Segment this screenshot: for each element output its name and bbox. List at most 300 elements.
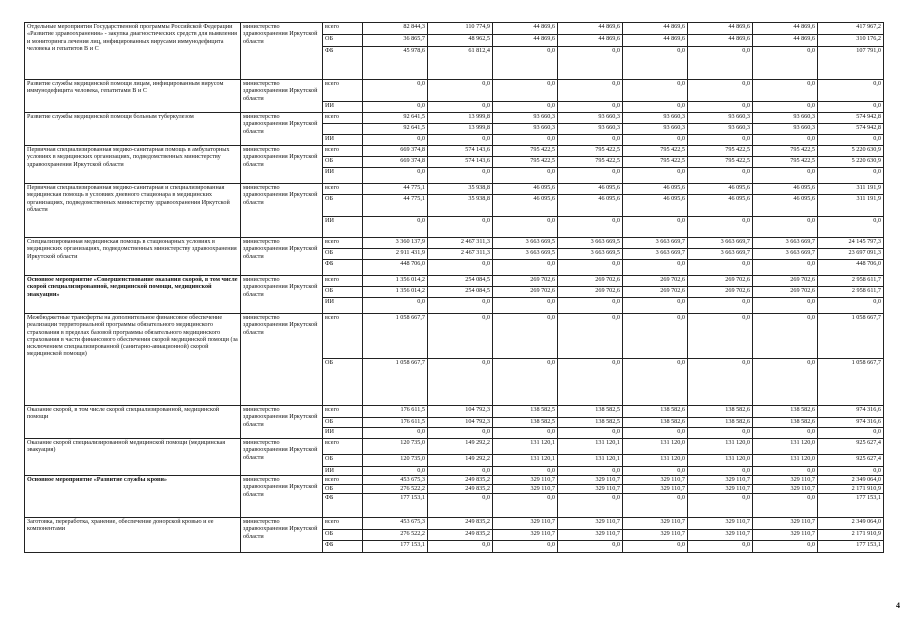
funding-source-cell: ОБ — [323, 359, 363, 406]
amount-cell: 0,0 — [818, 168, 884, 184]
amount-cell: 46 095,6 — [493, 184, 558, 195]
page-number: 4 — [896, 601, 900, 610]
amount-cell: 3 663 669,5 — [493, 238, 558, 249]
amount-cell: 120 735,0 — [363, 439, 428, 455]
amount-cell: 104 792,3 — [428, 406, 493, 418]
funding-source-cell: всего — [323, 439, 363, 455]
amount-cell: 0,0 — [753, 428, 818, 439]
executor-cell: министерство здравоохранения Иркутской области — [241, 518, 323, 553]
amount-cell: 93 660,3 — [493, 124, 558, 135]
amount-cell: 131 120,1 — [493, 455, 558, 467]
table-row — [25, 476, 884, 485]
amount-cell: 82 844,3 — [363, 23, 428, 35]
amount-cell: 0,0 — [558, 135, 623, 146]
amount-cell: 3 360 137,9 — [363, 238, 428, 249]
activity-name-cell: Основное мероприятие «Совершенствование оказания скорой, в том числе скорой специализированной, медицинской помощи, медицинской эвакуации» — [25, 276, 241, 314]
amount-cell: 0,0 — [558, 541, 623, 553]
funding-source-cell: ОБ — [323, 485, 363, 494]
amount-cell: 0,0 — [688, 168, 753, 184]
amount-cell: 0,0 — [688, 494, 753, 518]
amount-cell: 35 938,8 — [428, 195, 493, 217]
amount-cell: 44 869,6 — [753, 35, 818, 47]
amount-cell: 2 349 064,0 — [818, 476, 884, 485]
amount-cell: 61 812,4 — [428, 47, 493, 80]
amount-cell: 0,0 — [558, 168, 623, 184]
activity-name-cell: Специализированная медицинская помощь в стационарных условиях в медицинских организациях, подведомственных министерству здравоохранения Иркутской области — [25, 238, 241, 276]
amount-cell: 3 663 669,7 — [753, 238, 818, 249]
executor-cell: министерство здравоохранения Иркутской области — [241, 184, 323, 238]
amount-cell: 0,0 — [688, 314, 753, 359]
amount-cell: 0,0 — [558, 467, 623, 476]
amount-cell: 269 702,6 — [753, 276, 818, 287]
amount-cell: 104 792,3 — [428, 418, 493, 428]
amount-cell: 93 660,3 — [558, 113, 623, 124]
amount-cell: 0,0 — [428, 428, 493, 439]
funding-source-cell: всего — [323, 80, 363, 102]
amount-cell: 925 627,4 — [818, 455, 884, 467]
amount-cell: 329 110,7 — [688, 485, 753, 494]
funding-source-cell: ИИ — [323, 102, 363, 113]
amount-cell: 0,0 — [558, 494, 623, 518]
amount-cell: 93 660,3 — [623, 124, 688, 135]
amount-cell: 311 191,9 — [818, 184, 884, 195]
amount-cell: 3 663 669,7 — [688, 249, 753, 260]
amount-cell: 0,0 — [753, 102, 818, 113]
amount-cell: 138 582,6 — [753, 406, 818, 418]
funding-source-cell: ФБ — [323, 541, 363, 553]
amount-cell: 149 292,2 — [428, 455, 493, 467]
amount-cell: 0,0 — [428, 314, 493, 359]
amount-cell: 0,0 — [818, 217, 884, 238]
amount-cell: 669 374,8 — [363, 157, 428, 168]
budget-table — [24, 22, 884, 553]
amount-cell: 44 869,6 — [493, 23, 558, 35]
amount-cell: 329 110,7 — [558, 518, 623, 530]
amount-cell: 44 869,6 — [753, 23, 818, 35]
amount-cell: 0,0 — [623, 359, 688, 406]
funding-source-cell: ОБ — [323, 35, 363, 47]
amount-cell: 0,0 — [493, 47, 558, 80]
amount-cell: 35 938,8 — [428, 184, 493, 195]
table-row — [25, 238, 884, 249]
amount-cell: 269 702,6 — [493, 287, 558, 298]
amount-cell: 177 153,1 — [363, 541, 428, 553]
funding-source-cell: всего — [323, 276, 363, 287]
amount-cell: 44 869,6 — [623, 23, 688, 35]
amount-cell: 138 582,6 — [688, 418, 753, 428]
amount-cell: 0,0 — [493, 467, 558, 476]
amount-cell: 93 660,3 — [753, 124, 818, 135]
amount-cell: 46 095,6 — [558, 195, 623, 217]
amount-cell: 2 958 611,7 — [818, 287, 884, 298]
amount-cell: 1 058 667,7 — [363, 314, 428, 359]
amount-cell: 131 120,0 — [688, 439, 753, 455]
amount-cell: 177 153,1 — [818, 494, 884, 518]
amount-cell: 2 911 431,9 — [363, 249, 428, 260]
amount-cell: 3 663 669,5 — [558, 238, 623, 249]
amount-cell: 3 663 669,7 — [623, 238, 688, 249]
amount-cell: 5 220 630,9 — [818, 146, 884, 157]
amount-cell: 1 356 014,2 — [363, 276, 428, 287]
executor-cell: министерство здравоохранения Иркутской области — [241, 439, 323, 476]
amount-cell: 0,0 — [753, 467, 818, 476]
amount-cell: 0,0 — [493, 102, 558, 113]
amount-cell: 249 835,2 — [428, 530, 493, 541]
table-row — [25, 23, 884, 35]
amount-cell: 0,0 — [753, 494, 818, 518]
amount-cell: 0,0 — [688, 298, 753, 314]
amount-cell: 36 865,7 — [363, 35, 428, 47]
amount-cell: 0,0 — [818, 102, 884, 113]
amount-cell: 0,0 — [493, 359, 558, 406]
amount-cell: 254 084,5 — [428, 287, 493, 298]
amount-cell: 138 582,5 — [558, 418, 623, 428]
amount-cell: 131 120,0 — [753, 455, 818, 467]
amount-cell: 93 660,3 — [688, 124, 753, 135]
amount-cell: 0,0 — [753, 47, 818, 80]
amount-cell: 138 582,5 — [493, 406, 558, 418]
amount-cell: 574 942,8 — [818, 124, 884, 135]
funding-source-cell: ИИ — [323, 298, 363, 314]
amount-cell: 0,0 — [688, 541, 753, 553]
amount-cell: 269 702,6 — [493, 276, 558, 287]
amount-cell: 0,0 — [623, 260, 688, 276]
amount-cell: 329 110,7 — [493, 530, 558, 541]
amount-cell: 44 869,6 — [493, 35, 558, 47]
amount-cell: 453 675,3 — [363, 518, 428, 530]
amount-cell: 46 095,6 — [688, 195, 753, 217]
amount-cell: 0,0 — [493, 314, 558, 359]
funding-source-cell: всего — [323, 476, 363, 485]
amount-cell: 1 058 667,7 — [818, 314, 884, 359]
amount-cell: 131 120,1 — [558, 439, 623, 455]
amount-cell: 46 095,6 — [753, 195, 818, 217]
amount-cell: 44 869,6 — [558, 35, 623, 47]
amount-cell: 0,0 — [493, 168, 558, 184]
amount-cell: 131 120,0 — [688, 455, 753, 467]
amount-cell: 131 120,0 — [623, 455, 688, 467]
amount-cell: 974 316,6 — [818, 418, 884, 428]
executor-cell: министерство здравоохранения Иркутской области — [241, 23, 323, 80]
funding-source-cell: ОБ — [323, 157, 363, 168]
amount-cell: 329 110,7 — [688, 530, 753, 541]
funding-source-cell: ФБ — [323, 494, 363, 518]
amount-cell: 0,0 — [688, 102, 753, 113]
amount-cell: 0,0 — [558, 298, 623, 314]
funding-source-cell: ФБ — [323, 47, 363, 80]
executor-cell: министерство здравоохранения Иркутской области — [241, 476, 323, 518]
amount-cell: 276 522,2 — [363, 530, 428, 541]
funding-source-cell: ИИ — [323, 467, 363, 476]
amount-cell: 46 095,6 — [688, 184, 753, 195]
amount-cell: 0,0 — [493, 260, 558, 276]
amount-cell: 329 110,7 — [558, 530, 623, 541]
amount-cell: 0,0 — [363, 217, 428, 238]
funding-source-cell: ОБ — [323, 455, 363, 467]
amount-cell: 574 942,8 — [818, 113, 884, 124]
amount-cell: 0,0 — [623, 102, 688, 113]
amount-cell: 448 706,0 — [363, 260, 428, 276]
table-row — [25, 406, 884, 418]
amount-cell: 0,0 — [753, 217, 818, 238]
amount-cell: 795 422,5 — [558, 146, 623, 157]
amount-cell: 0,0 — [558, 428, 623, 439]
amount-cell: 1 058 667,7 — [363, 359, 428, 406]
amount-cell: 46 095,6 — [623, 184, 688, 195]
amount-cell: 44 869,6 — [688, 35, 753, 47]
amount-cell: 329 110,7 — [493, 476, 558, 485]
funding-source-cell: ИИ — [323, 217, 363, 238]
amount-cell: 48 962,5 — [428, 35, 493, 47]
amount-cell: 0,0 — [688, 135, 753, 146]
amount-cell: 0,0 — [428, 359, 493, 406]
amount-cell: 0,0 — [428, 168, 493, 184]
amount-cell: 138 582,5 — [558, 406, 623, 418]
amount-cell: 0,0 — [753, 168, 818, 184]
amount-cell: 329 110,7 — [558, 476, 623, 485]
funding-source-cell: ИИ — [323, 168, 363, 184]
amount-cell: 0,0 — [428, 467, 493, 476]
amount-cell: 2 171 910,9 — [818, 530, 884, 541]
amount-cell: 0,0 — [493, 428, 558, 439]
amount-cell: 93 660,3 — [688, 113, 753, 124]
amount-cell: 0,0 — [753, 298, 818, 314]
activity-name-cell: Основное мероприятие «Развитие службы крови» — [25, 476, 241, 518]
amount-cell: 24 145 797,3 — [818, 238, 884, 249]
funding-source-cell — [323, 124, 363, 135]
amount-cell: 46 095,6 — [493, 195, 558, 217]
amount-cell: 92 641,5 — [363, 113, 428, 124]
amount-cell: 93 660,3 — [623, 113, 688, 124]
amount-cell: 0,0 — [688, 217, 753, 238]
amount-cell: 2 467 311,3 — [428, 238, 493, 249]
amount-cell: 249 835,2 — [428, 485, 493, 494]
amount-cell: 107 791,0 — [818, 47, 884, 80]
table-row — [25, 276, 884, 287]
amount-cell: 329 110,7 — [493, 485, 558, 494]
amount-cell: 138 582,6 — [623, 406, 688, 418]
amount-cell: 329 110,7 — [558, 485, 623, 494]
amount-cell: 0,0 — [363, 168, 428, 184]
amount-cell: 0,0 — [623, 314, 688, 359]
amount-cell: 0,0 — [753, 260, 818, 276]
amount-cell: 3 663 669,7 — [623, 249, 688, 260]
amount-cell: 131 120,0 — [623, 439, 688, 455]
amount-cell: 45 978,6 — [363, 47, 428, 80]
amount-cell: 417 967,2 — [818, 23, 884, 35]
executor-cell: министерство здравоохранения Иркутской области — [241, 314, 323, 406]
funding-source-cell: ОБ — [323, 249, 363, 260]
amount-cell: 93 660,3 — [493, 113, 558, 124]
amount-cell: 925 627,4 — [818, 439, 884, 455]
amount-cell: 311 191,9 — [818, 195, 884, 217]
amount-cell: 3 663 669,7 — [753, 249, 818, 260]
amount-cell: 974 316,6 — [818, 406, 884, 418]
table-row — [25, 146, 884, 157]
amount-cell: 0,0 — [428, 298, 493, 314]
amount-cell: 0,0 — [363, 428, 428, 439]
amount-cell: 138 582,5 — [493, 418, 558, 428]
amount-cell: 23 697 091,3 — [818, 249, 884, 260]
amount-cell: 44 869,6 — [558, 23, 623, 35]
amount-cell: 0,0 — [558, 102, 623, 113]
amount-cell: 2 467 311,3 — [428, 249, 493, 260]
amount-cell: 329 110,7 — [623, 485, 688, 494]
amount-cell: 131 120,1 — [493, 439, 558, 455]
amount-cell: 0,0 — [818, 428, 884, 439]
funding-source-cell: ИИ — [323, 135, 363, 146]
amount-cell: 93 660,3 — [753, 113, 818, 124]
amount-cell: 0,0 — [753, 135, 818, 146]
amount-cell: 0,0 — [623, 298, 688, 314]
amount-cell: 795 422,5 — [688, 157, 753, 168]
amount-cell: 92 641,5 — [363, 124, 428, 135]
amount-cell: 0,0 — [363, 298, 428, 314]
amount-cell: 0,0 — [558, 260, 623, 276]
amount-cell: 0,0 — [753, 541, 818, 553]
amount-cell: 0,0 — [493, 80, 558, 102]
amount-cell: 310 176,2 — [818, 35, 884, 47]
amount-cell: 0,0 — [623, 80, 688, 102]
amount-cell: 329 110,7 — [688, 476, 753, 485]
amount-cell: 0,0 — [688, 467, 753, 476]
amount-cell: 0,0 — [428, 541, 493, 553]
amount-cell: 0,0 — [428, 494, 493, 518]
amount-cell: 669 374,8 — [363, 146, 428, 157]
funding-source-cell: ИИ — [323, 428, 363, 439]
amount-cell: 0,0 — [623, 47, 688, 80]
amount-cell: 44 775,1 — [363, 195, 428, 217]
amount-cell: 1 058 667,7 — [818, 359, 884, 406]
amount-cell: 176 611,5 — [363, 418, 428, 428]
amount-cell: 0,0 — [363, 135, 428, 146]
amount-cell: 329 110,7 — [623, 518, 688, 530]
amount-cell: 0,0 — [558, 217, 623, 238]
amount-cell: 0,0 — [818, 467, 884, 476]
amount-cell: 795 422,5 — [753, 157, 818, 168]
amount-cell: 329 110,7 — [753, 476, 818, 485]
amount-cell: 453 675,3 — [363, 476, 428, 485]
amount-cell: 1 356 014,2 — [363, 287, 428, 298]
funding-source-cell: ОБ — [323, 418, 363, 428]
executor-cell: министерство здравоохранения Иркутской области — [241, 146, 323, 184]
executor-cell: министерство здравоохранения Иркутской области — [241, 238, 323, 276]
amount-cell: 46 095,6 — [558, 184, 623, 195]
amount-cell: 254 084,5 — [428, 276, 493, 287]
amount-cell: 2 171 910,9 — [818, 485, 884, 494]
amount-cell: 795 422,5 — [558, 157, 623, 168]
amount-cell: 44 775,1 — [363, 184, 428, 195]
amount-cell: 329 110,7 — [493, 518, 558, 530]
amount-cell: 329 110,7 — [623, 530, 688, 541]
amount-cell: 448 706,0 — [818, 260, 884, 276]
amount-cell: 249 835,2 — [428, 518, 493, 530]
funding-source-cell: ОБ — [323, 530, 363, 541]
amount-cell: 5 220 630,9 — [818, 157, 884, 168]
activity-name-cell: Отдельные мероприятия Государственной программы Российской Федерации «Развитие здравоохранения» - закупка диагностических средств для выявления и мониторинга лечения лиц, инфицированных вирусами иммунодефицита человека и гепатитов В и С — [25, 23, 241, 80]
amount-cell: 0,0 — [818, 80, 884, 102]
amount-cell: 0,0 — [818, 298, 884, 314]
funding-source-cell: всего — [323, 406, 363, 418]
amount-cell: 329 110,7 — [688, 518, 753, 530]
table-row — [25, 518, 884, 530]
amount-cell: 13 999,8 — [428, 124, 493, 135]
amount-cell: 0,0 — [753, 80, 818, 102]
amount-cell: 329 110,7 — [623, 476, 688, 485]
amount-cell: 0,0 — [623, 217, 688, 238]
amount-cell: 269 702,6 — [623, 287, 688, 298]
activity-name-cell: Оказание скорой специализированной медицинской помощи (медицинская эвакуация) — [25, 439, 241, 476]
amount-cell: 46 095,6 — [753, 184, 818, 195]
amount-cell: 2 958 611,7 — [818, 276, 884, 287]
amount-cell: 0,0 — [428, 80, 493, 102]
amount-cell: 0,0 — [753, 359, 818, 406]
amount-cell: 44 869,6 — [623, 35, 688, 47]
activity-name-cell: Оказание скорой, в том числе скорой специализированной, медицинской помощи — [25, 406, 241, 439]
amount-cell: 0,0 — [428, 217, 493, 238]
amount-cell: 0,0 — [688, 359, 753, 406]
amount-cell: 0,0 — [623, 135, 688, 146]
amount-cell: 269 702,6 — [688, 276, 753, 287]
amount-cell: 0,0 — [623, 467, 688, 476]
funding-source-cell: всего — [323, 314, 363, 359]
amount-cell: 176 611,5 — [363, 406, 428, 418]
amount-cell: 0,0 — [688, 260, 753, 276]
amount-cell: 269 702,6 — [623, 276, 688, 287]
amount-cell: 574 143,6 — [428, 157, 493, 168]
amount-cell: 249 835,2 — [428, 476, 493, 485]
table-row — [25, 80, 884, 102]
funding-source-cell: ОБ — [323, 195, 363, 217]
amount-cell: 120 735,0 — [363, 455, 428, 467]
table-row — [25, 439, 884, 455]
funding-source-cell: всего — [323, 238, 363, 249]
amount-cell: 131 120,0 — [753, 439, 818, 455]
executor-cell: министерство здравоохранения Иркутской области — [241, 113, 323, 146]
funding-source-cell: ОБ — [323, 287, 363, 298]
amount-cell: 0,0 — [623, 168, 688, 184]
amount-cell: 0,0 — [363, 102, 428, 113]
activity-name-cell: Первичная специализированная медико-санитарная помощь в амбулаторных условиях в медицинских организациях, подведомственных министерству здравоохранения Иркутской области — [25, 146, 241, 184]
funding-source-cell: всего — [323, 23, 363, 35]
amount-cell: 2 349 064,0 — [818, 518, 884, 530]
amount-cell: 138 582,6 — [688, 406, 753, 418]
amount-cell: 574 143,6 — [428, 146, 493, 157]
amount-cell: 269 702,6 — [753, 287, 818, 298]
amount-cell: 0,0 — [363, 467, 428, 476]
amount-cell: 44 869,6 — [688, 23, 753, 35]
amount-cell: 329 110,7 — [753, 530, 818, 541]
table-row — [25, 113, 884, 124]
amount-cell: 0,0 — [428, 102, 493, 113]
amount-cell: 0,0 — [493, 298, 558, 314]
amount-cell: 149 292,2 — [428, 439, 493, 455]
amount-cell: 0,0 — [428, 135, 493, 146]
amount-cell: 0,0 — [493, 541, 558, 553]
amount-cell: 795 422,5 — [623, 157, 688, 168]
amount-cell: 269 702,6 — [558, 287, 623, 298]
amount-cell: 0,0 — [558, 47, 623, 80]
amount-cell: 0,0 — [623, 428, 688, 439]
amount-cell: 0,0 — [493, 494, 558, 518]
amount-cell: 138 582,6 — [623, 418, 688, 428]
amount-cell: 0,0 — [558, 359, 623, 406]
executor-cell: министерство здравоохранения Иркутской области — [241, 276, 323, 314]
amount-cell: 795 422,5 — [493, 157, 558, 168]
amount-cell: 795 422,5 — [493, 146, 558, 157]
amount-cell: 46 095,6 — [623, 195, 688, 217]
amount-cell: 0,0 — [818, 135, 884, 146]
